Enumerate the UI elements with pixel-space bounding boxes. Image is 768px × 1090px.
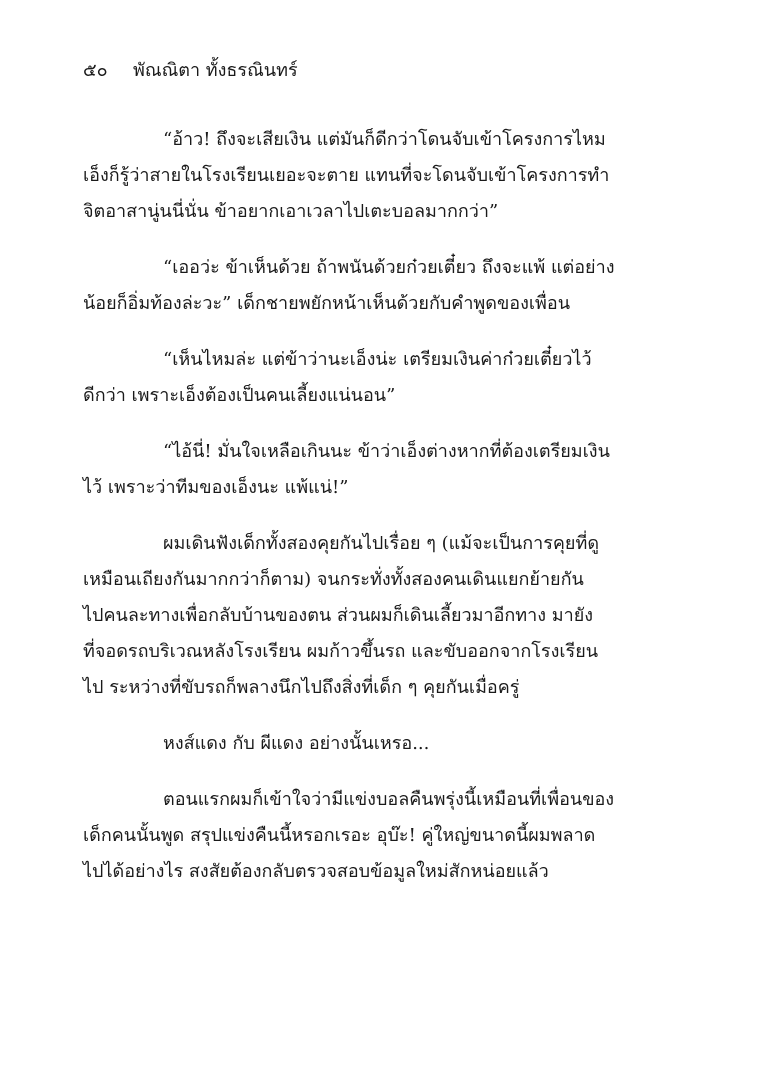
text-line: “เออว่ะ ข้าเห็นด้วย ถ้าพนันด้วยก๋วยเตี๋ยว ถึงจะแพ้ แต่อย่าง (163, 257, 615, 278)
paragraph (83, 434, 610, 506)
text-line: น้อยก็อิ่มท้องล่ะวะ” เด็กชายพยักหน้าเห็นด้วยกับคำพูดของเพื่อน (83, 293, 571, 314)
text-line: ดีกว่า เพราะเอ็งต้องเป็นคนเลี้ยงแน่นอน” (83, 385, 396, 406)
body-text (83, 122, 615, 910)
page-number: ๕๐ (83, 60, 108, 81)
text-line: “อ้าว! ถึงจะเสียเงิน แต่มันก็ดีกว่าโดนจับเข้าโครงการไหม (163, 129, 606, 150)
text-line: เด็กคนนั้นพูด สรุปแข่งคืนนี้หรอกเรอะ อุบ๊ะ! คู่ใหญ่ขนาดนี้ผมพลาด (83, 825, 596, 846)
text-line: เหมือนเถียงกันมากกว่าก็ตาม) จนกระทั่งทั้งสองคนเดินแยกย้ายกัน (83, 569, 584, 590)
text-line: หงส์แดง กับ ผีแดง อย่างนั้นเหรอ... (163, 733, 430, 754)
text-line: ไปคนละทางเพื่อกลับบ้านของตน ส่วนผมก็เดินเลี้ยวมาอีกทาง มายัง (83, 605, 594, 626)
paragraph (83, 250, 615, 322)
paragraph (83, 526, 603, 706)
text-line: ไว้ เพราะว่าทีมของเอ็งนะ แพ้แน่!” (83, 477, 349, 498)
text-line: ผมเดินฟังเด็กทั้งสองคุยกันไปเรื่อย ๆ (แม้จะเป็นการคุยที่ดู (163, 533, 600, 554)
text-line: ไปได้อย่างไร สงสัยต้องกลับตรวจสอบข้อมูลใหม่สักหน่อยแล้ว (83, 861, 549, 882)
author-name: พัณณิตา ทั้งธรณินทร์ (133, 60, 298, 81)
text-line: จิตอาสานู่นนี่นั่น ข้าอยากเอาเวลาไปเตะบอลมากกว่า” (83, 201, 499, 222)
paragraph (83, 342, 603, 414)
running-head (83, 56, 683, 86)
text-line: “เห็นไหมล่ะ แต่ข้าว่านะเอ็งน่ะ เตรียมเงินค่าก๋วยเตี๋ยวไว้ (163, 349, 592, 370)
paragraph (83, 122, 610, 230)
paragraph (83, 726, 603, 762)
text-line: เอ็งก็รู้ว่าสายในโรงเรียนเยอะจะตาย แทนที่จะโดนจับเข้าโครงการทำ (83, 165, 610, 186)
text-line: ไป ระหว่างที่ขับรถก็พลางนึกไปถึงสิ่งที่เด็ก ๆ คุยกันเมื่อครู่ (83, 677, 520, 698)
paragraph (83, 782, 615, 890)
text-line: “ไอ้นี่! มั่นใจเหลือเกินนะ ข้าว่าเอ็งต่างหากที่ต้องเตรียมเงิน (163, 441, 610, 462)
text-line: ตอนแรกผมก็เข้าใจว่ามีแข่งบอลคืนพรุ่งนี้เหมือนที่เพื่อนของ (163, 789, 615, 810)
text-line: ที่จอดรถบริเวณหลังโรงเรียน ผมก้าวขึ้นรถ และขับออกจากโรงเรียน (83, 641, 599, 662)
